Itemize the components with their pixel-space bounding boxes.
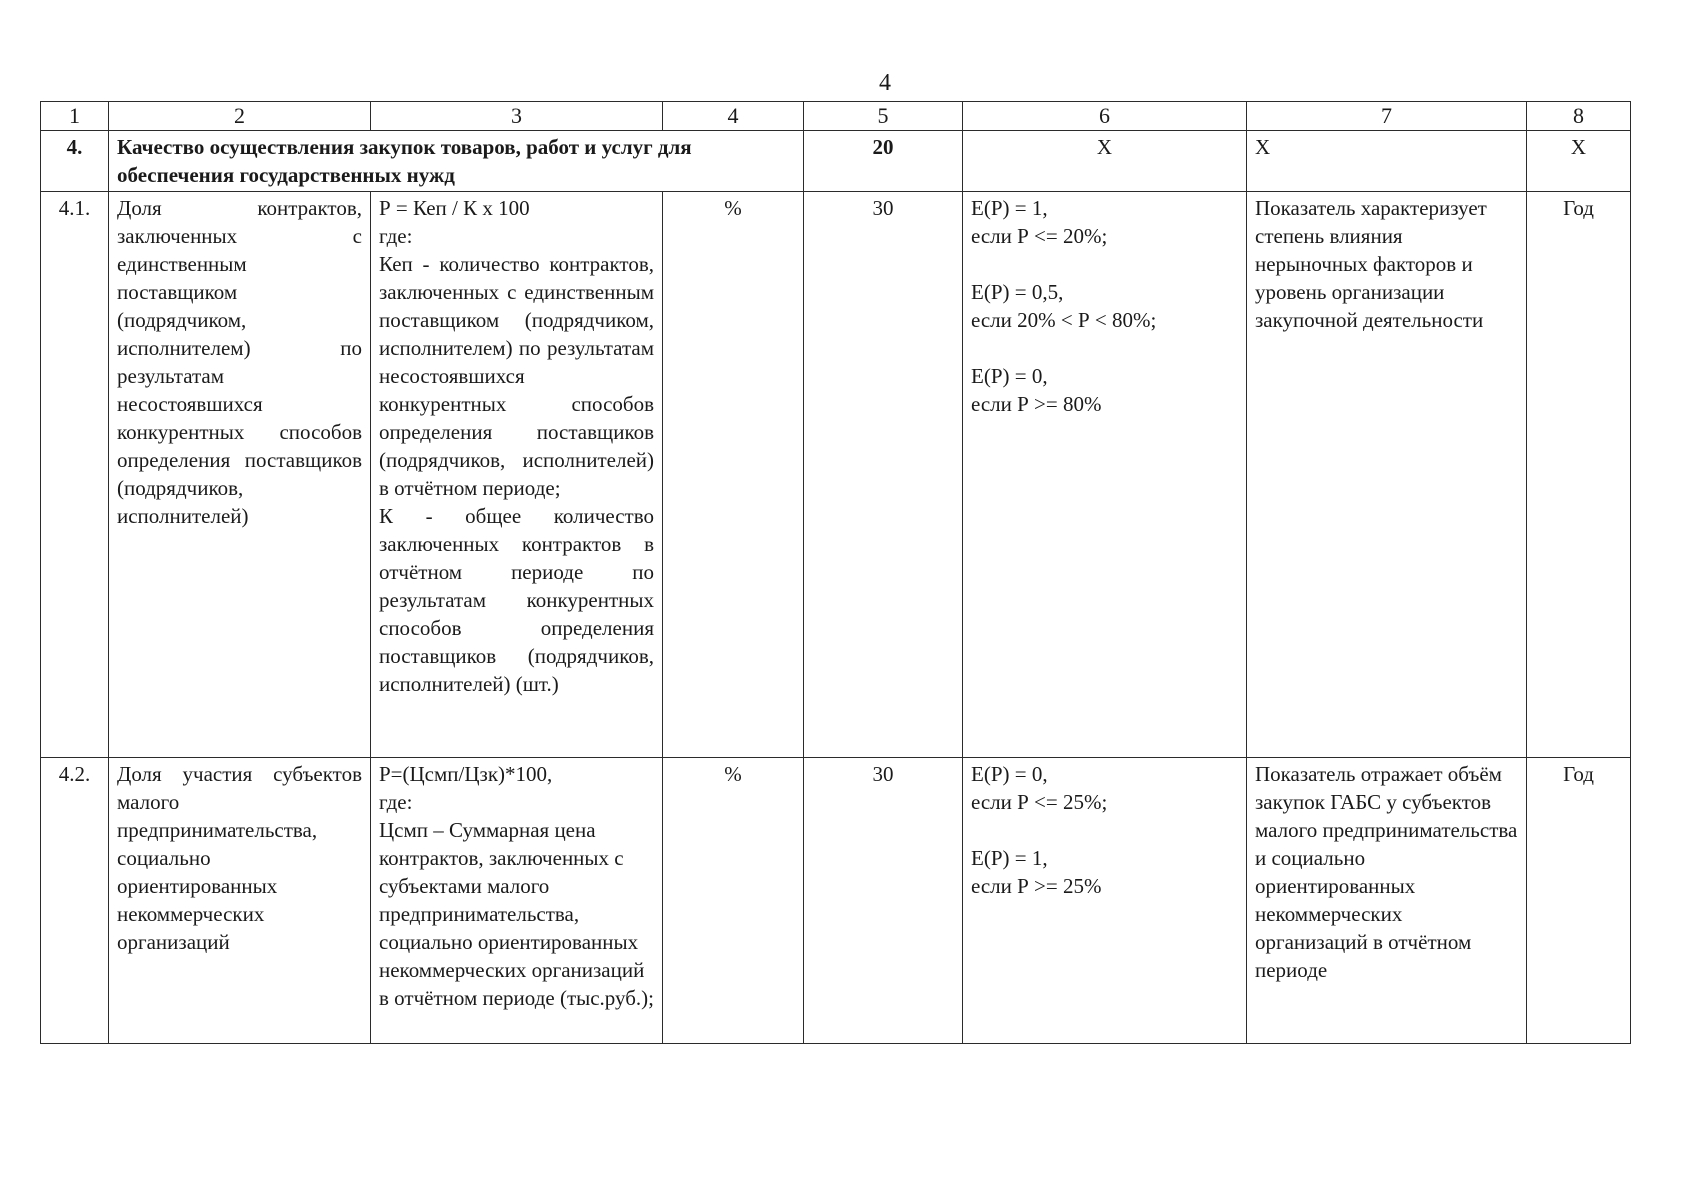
score-line: если Р <= 25%; [971,790,1108,814]
period: Год [1527,192,1631,758]
column-number: 3 [371,102,663,131]
page-number: 4 [879,70,891,96]
formula-line: Р=(Цсмп/Цзк)*100, [379,762,553,786]
row-number: 4.1. [41,192,109,758]
column-number: 1 [41,102,109,131]
spacer [971,816,1238,844]
column-number: 4 [663,102,804,131]
table-row [41,758,1631,1044]
formula-line: где: [379,790,413,814]
weight: 30 [804,192,963,758]
score-line: если 20% < Р < 80%; [971,308,1157,332]
indicator-description: Показатель отражает объём закупок ГАБС у субъектов малого предпринимательства и социально ориентированных некоммерческих организаций в отчётном периоде [1247,758,1527,1044]
score-line: если Р >= 80% [971,392,1102,416]
section-col7: Х [1247,131,1527,192]
formula-line: где: [379,224,413,248]
weight: 30 [804,758,963,1044]
formula-line: К - общее количество заключенных контрактов в отчётном периоде по результатам конкурентных способов определения поставщиков (подрядчиков, исполнителей) (шт.) [379,504,654,696]
column-number: 7 [1247,102,1527,131]
column-number-row [41,102,1631,131]
column-number: 6 [963,102,1247,131]
unit: % [663,192,804,758]
formula-line: Р = Кеп / К х 100 [379,196,530,220]
score-line: Е(Р) = 0, [971,364,1048,388]
formula-line: Кеп - количество контрактов, заключенных с единственным поставщиком (подрядчиком, исполнителем) по результатам несостоявшихся конкурентных способов определения поставщиков (подрядчиков, исполнителей) в отчётном периоде; [379,252,654,500]
score-line: если Р <= 20%; [971,224,1108,248]
score-line: если Р >= 25% [971,874,1102,898]
score-line: Е(Р) = 0, [971,762,1048,786]
spacer [971,334,1238,362]
score-line: Е(Р) = 1, [971,846,1048,870]
indicator-name: Доля контрактов, заключенных с единственным поставщиком (подрядчиком, исполнителем) по результатам несостоявшихся конкурентных способов определения поставщиков (подрядчиков, исполнителей) [109,192,371,758]
table-row [41,192,1631,758]
indicator-formula [371,192,663,758]
section-title: Качество осуществления закупок товаров, работ и услуг для обеспечения государственных нужд [109,131,804,192]
score-line: Е(Р) = 0,5, [971,280,1064,304]
column-number: 8 [1527,102,1631,131]
spacer [971,250,1238,278]
section-col6: Х [963,131,1247,192]
score-line: Е(Р) = 1, [971,196,1048,220]
section-row [41,131,1631,192]
section-weight: 20 [804,131,963,192]
column-number: 2 [109,102,371,131]
period: Год [1527,758,1631,1044]
indicator-description: Показатель характеризует степень влияния нерыночных факторов и уровень организации закупочной деятельности [1247,192,1527,758]
section-col8: Х [1527,131,1631,192]
unit: % [663,758,804,1044]
indicators-table [40,101,1631,1044]
indicator-formula [371,758,663,1044]
score-rules [963,192,1247,758]
section-number: 4. [41,131,109,192]
formula-line: Цсмп – Суммарная цена контрактов, заключенных с субъектами малого предпринимательства, социально ориентированных некоммерческих организаций в отчётном периоде (тыс.руб.); [379,818,655,1010]
column-number: 5 [804,102,963,131]
row-number: 4.2. [41,758,109,1044]
score-rules [963,758,1247,1044]
indicator-name: Доля участия субъектов малого предпринимательства, социально ориентированных некоммерческих организаций [109,758,371,1044]
